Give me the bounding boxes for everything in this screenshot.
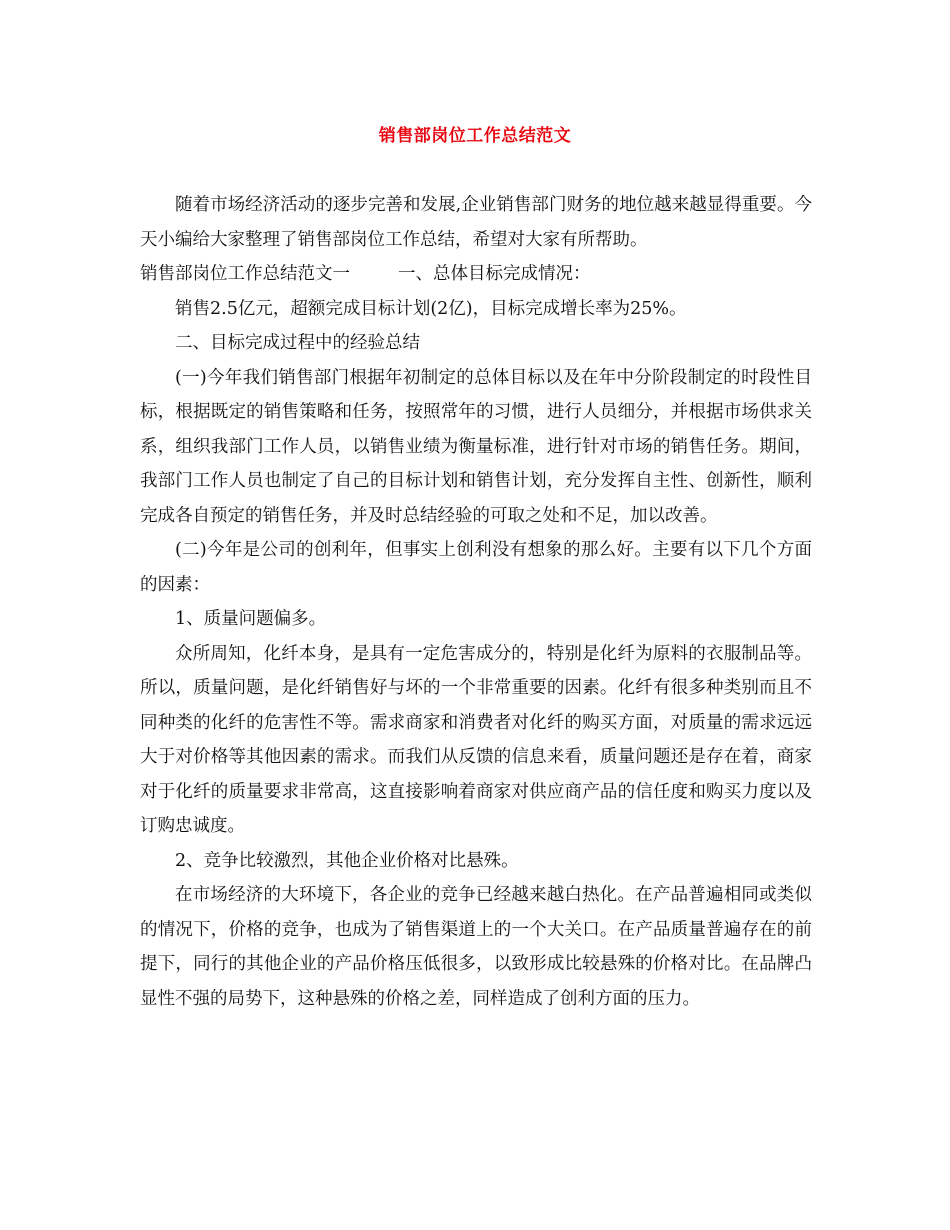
section2-heading: 二、目标完成过程中的经验总结 bbox=[175, 333, 420, 353]
section1-heading: 一、总体目标完成情况： bbox=[398, 264, 591, 284]
factor2-paragraph: 在市场经济的大环境下，各企业的竞争已经越来越白热化。在产品普遍相同或类似的情况下，价格的竞争，也成为了销售渠道上的一个大关口。在产品质量普遍存在的前提下，同行的其他企业的产品价格压低很多，以致形成比较悬殊的价格对比。在品牌凸显性不强的局势下，这种悬殊的价格之差，同样造成了创利方面的压力。 bbox=[140, 885, 812, 1009]
factor1-paragraph: 众所周知，化纤本身，是具有一定危害成分的，特别是化纤为原料的衣服制品等。所以，质量问题，是化纤销售好与坏的一个非常重要的因素。化纤有很多种类别而且不同种类的化纤的危害性不等。需求商家和消费者对化纤的购买方面，对质量的需求远远大于对价格等其他因素的需求。而我们从反馈的信息来看，质量问题还是存在着，商家对于化纤的质量要求非常高，这直接影响着商家对供应商产品的信任度和购买力度以及订购忠诚度。 bbox=[140, 643, 812, 836]
item1-paragraph: (一)今年我们销售部门根据年初制定的总体目标以及在年中分阶段制定的时段性目标，根据既定的销售策略和任务，按照常年的习惯，进行人员细分，并根据市场供求关系，组织我部门工作人员，以销售业绩为衡量标准，进行针对市场的销售任务。期间，我部门工作人员也制定了自己的目标计划和销售计划，充分发挥自主性、创新性，顺利完成各自预定的销售任务，并及时总结经验的可取之处和不足，加以改善。 bbox=[140, 367, 812, 526]
sample-label: 销售部岗位工作总结范文一 bbox=[140, 264, 350, 284]
factor1-heading: 1、质量问题偏多。 bbox=[175, 609, 327, 629]
intro-paragraph: 随着市场经济活动的逐步完善和发展,企业销售部门财务的地位越来越显得重要。今天小编给大家整理了销售部岗位工作总结，希望对大家有所帮助。 bbox=[140, 195, 812, 250]
item2-paragraph: (二)今年是公司的创利年，但事实上创利没有想象的那么好。主要有以下几个方面的因素： bbox=[140, 540, 812, 595]
sales-result-paragraph: 销售2.5亿元，超额完成目标计划(2亿)，目标完成增长率为25%。 bbox=[175, 298, 687, 319]
document-title: 销售部岗位工作总结范文 bbox=[378, 126, 572, 146]
document-body bbox=[140, 188, 812, 1016]
factor2-heading: 2、竞争比较激烈，其他企业价格对比悬殊。 bbox=[175, 850, 519, 871]
sample-label-line bbox=[140, 257, 812, 292]
